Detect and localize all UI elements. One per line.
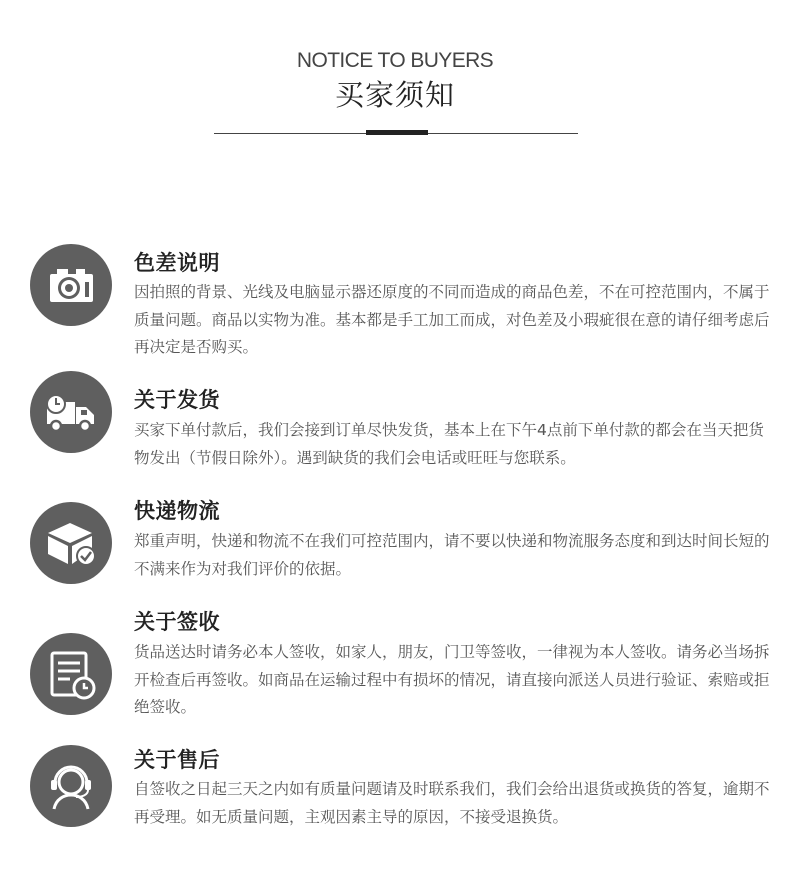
section-body-color: 因拍照的背景、光线及电脑显示器还原度的不同而造成的商品色差，不在可控范围内，不属于质量问题。商品以实物为准。基本都是手工加工而成，对色差及小瑕疵很在意的请仔细考虑后再决定是否购买。 (134, 283, 770, 356)
receipt-clock-icon (30, 633, 112, 715)
package-check-icon (30, 502, 112, 584)
section-title-color: 色差说明 (134, 251, 220, 275)
section-title-after-sales: 关于售后 (134, 748, 220, 772)
title-chinese: 买家须知 (334, 78, 455, 112)
section-title-shipping: 关于发货 (134, 388, 220, 412)
section-body-shipping: 买家下单付款后，我们会接到订单尽快发货，基本上在下午4点前下单付款的都会在当天把货物发出（节假日除外）。遇到缺货的我们会电话或旺旺与您联系。 (134, 421, 764, 467)
title-english: NOTICE TO BUYERS (296, 49, 494, 72)
section-body-receiving: 货品送达时请务必本人签收，如家人，朋友，门卫等签收，一律视为本人签收。请务必当场拆开检查后再签收。如商品在运输过程中有损坏的情况，请直接向派送人员进行验证、索赔或拒绝签收。 (134, 643, 770, 716)
headset-support-icon (30, 745, 112, 827)
section-title-logistics: 快递物流 (134, 499, 220, 523)
header (0, 48, 790, 114)
camera-icon (30, 244, 112, 326)
section-body-after-sales: 自签收之日起三天之内如有质量问题请及时联系我们，我们会给出退货或换货的答复，逾期不再受理。如无质量问题，主观因素主导的原因，不接受退换货。 (134, 780, 770, 826)
header-divider-accent (366, 130, 428, 135)
section-title-receiving: 关于签收 (134, 610, 220, 634)
section-body-logistics: 郑重声明，快递和物流不在我们可控范围内，请不要以快递和物流服务态度和到达时间长短的不满来作为对我们评价的依据。 (134, 532, 770, 578)
delivery-truck-icon (30, 371, 112, 453)
